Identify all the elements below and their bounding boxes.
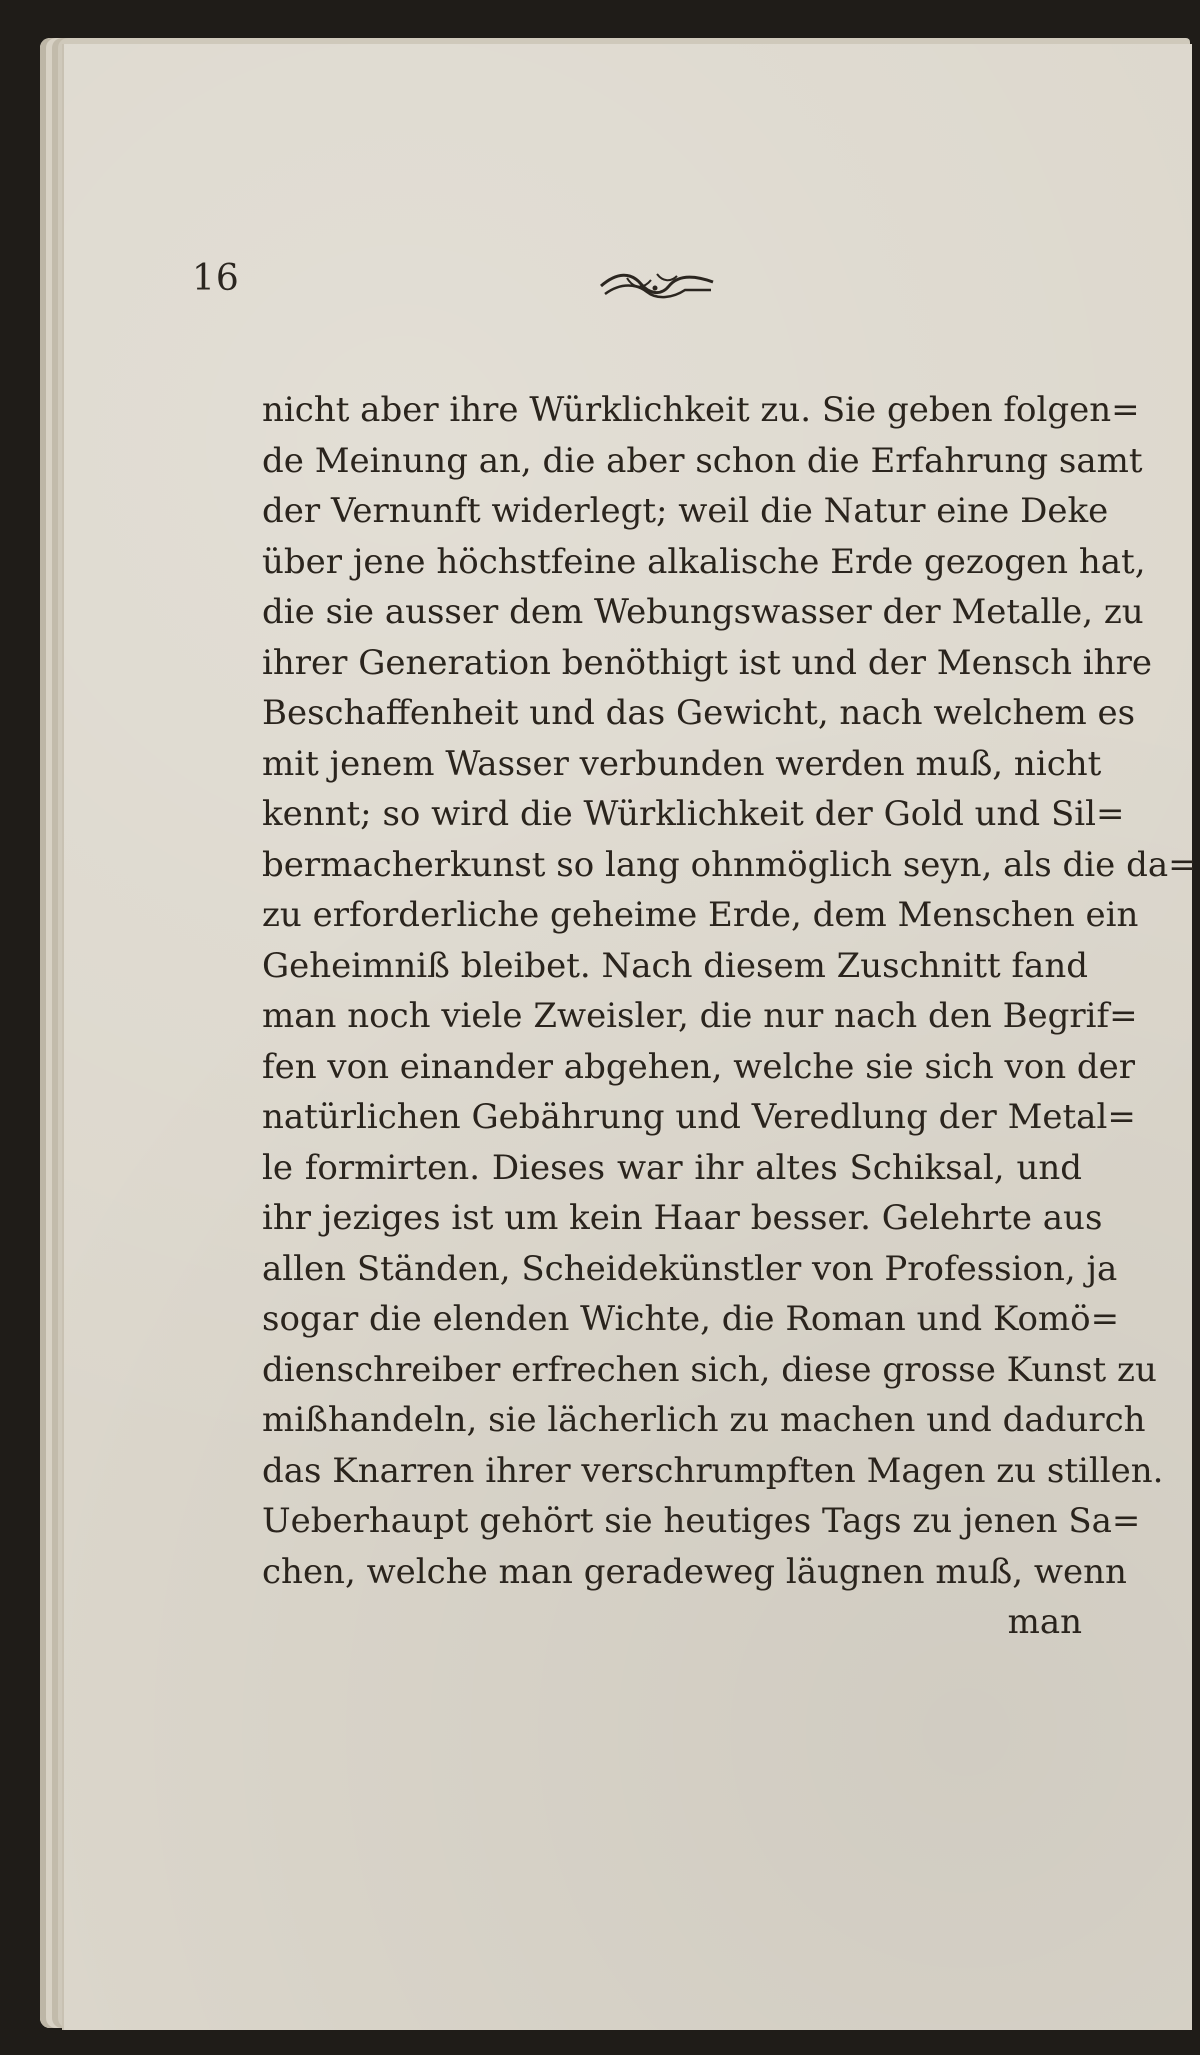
- text-line: sogar die elenden Wichte, die Roman und Komö=: [262, 1299, 1120, 1339]
- page-header: [192, 258, 1092, 318]
- catchword: man: [1007, 1602, 1082, 1642]
- page-number: 16: [192, 258, 240, 299]
- text-line: Beschaffenheit und das Gewicht, nach welchem es: [262, 693, 1136, 733]
- text-line: le formirten. Dieses war ihr altes Schiksal, und: [262, 1147, 1082, 1188]
- text-line: zu erforderliche geheime Erde, dem Menschen ein: [262, 895, 1139, 935]
- text-line: de Meinung an, die aber schon die Erfahrung samt: [262, 440, 1143, 481]
- text-line: dienschreiber erfrechen sich, diese grosse Kunst zu: [262, 1349, 1157, 1390]
- text-line: die sie ausser dem Webungswasser der Metalle, zu: [262, 592, 1144, 632]
- text-line: natürlichen Gebährung und Veredlung der Metal=: [262, 1097, 1136, 1137]
- text-line: Geheimniß bleibet. Nach diesem Zuschnitt fand: [262, 945, 1088, 986]
- text-line: Ueberhaupt gehört sie heutiges Tags zu jenen Sa=: [262, 1501, 1141, 1541]
- body-text: [262, 385, 1197, 1648]
- header-ornament-icon: [597, 266, 717, 306]
- text-line: nicht aber ihre Würklichkeit zu. Sie geben folgen=: [262, 390, 1140, 430]
- text-line: fen von einander abgehen, welche sie sich von der: [262, 1046, 1136, 1087]
- text-line: über jene höchstfeine alkalische Erde gezogen hat,: [262, 541, 1146, 582]
- text-line: das Knarren ihrer verschrumpften Magen zu stillen.: [262, 1450, 1164, 1491]
- text-line: allen Ständen, Scheidekünstler von Profession, ja: [262, 1248, 1118, 1289]
- text-line: ihrer Generation benöthigt ist und der Mensch ihre: [262, 642, 1152, 683]
- text-line: man noch viele Zweisler, die nur nach den Begrif=: [262, 996, 1138, 1036]
- text-line: ihr jeziges ist um kein Haar besser. Gelehrte aus: [262, 1198, 1103, 1238]
- text-line: bermacherkunst so lang ohnmöglich seyn, als die da=: [262, 844, 1197, 885]
- text-line: kennt; so wird die Würklichkeit der Gold und Sil=: [262, 794, 1125, 834]
- text-line: chen, welche man geradeweg läugnen muß, wenn: [262, 1551, 1127, 1592]
- text-line: mit jenem Wasser verbunden werden muß, nicht: [262, 743, 1102, 784]
- text-line: mißhandeln, sie lächerlich zu machen und dadurch: [262, 1400, 1146, 1440]
- text-line: der Vernunft widerlegt; weil die Natur eine Deke: [262, 491, 1109, 531]
